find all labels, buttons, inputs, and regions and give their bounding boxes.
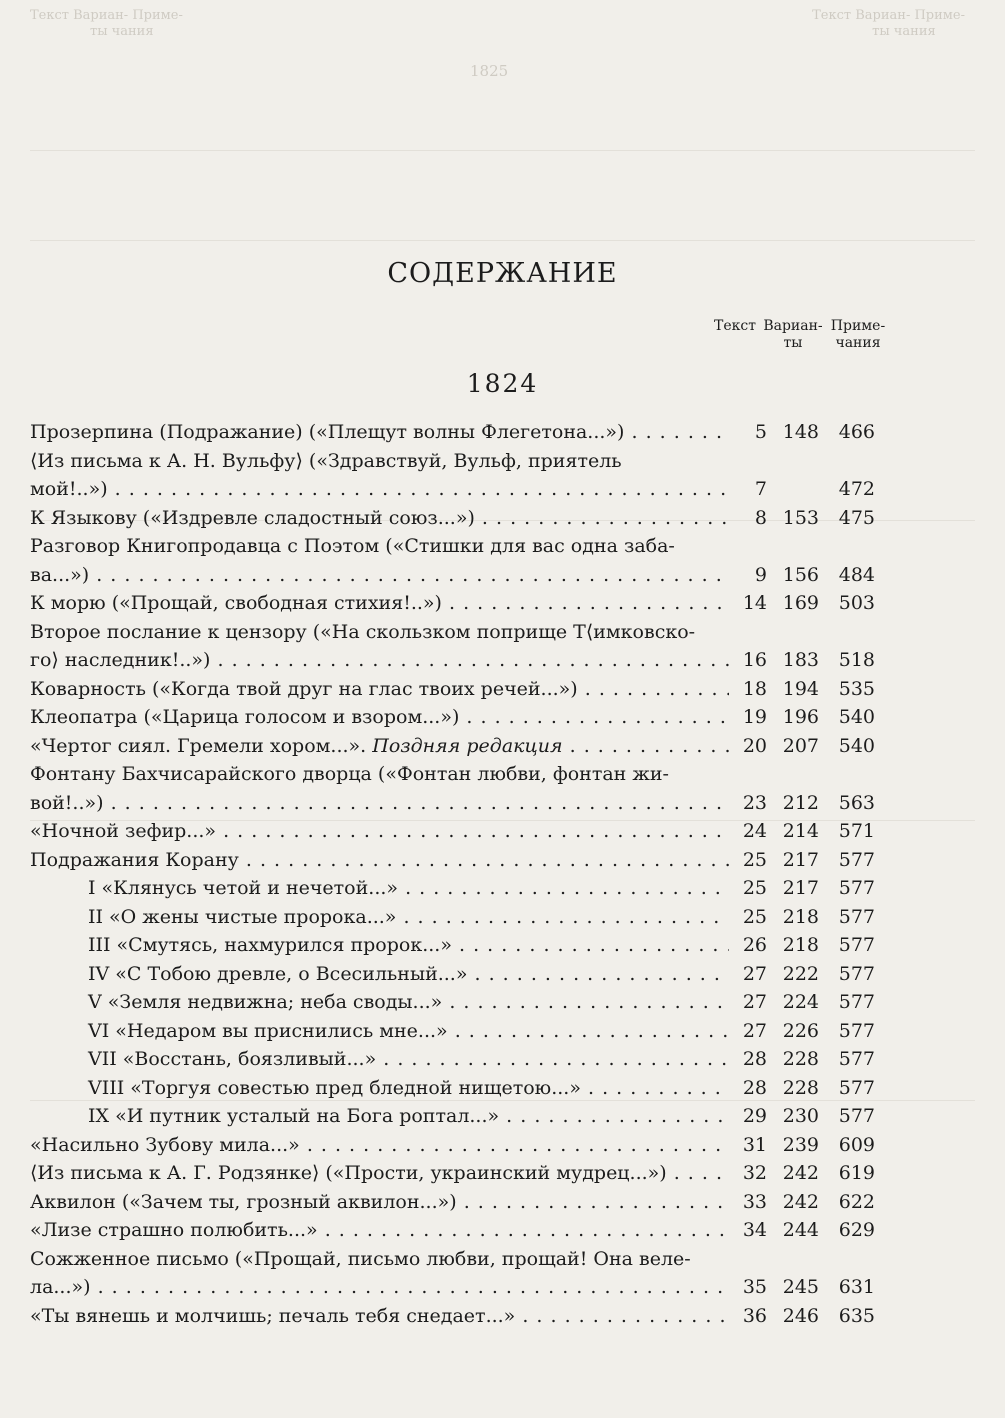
page-notes: 577 (838, 962, 875, 985)
entry-title-text: II «О жены чистые пророка...» (88, 905, 397, 928)
page-text: 26 (742, 934, 767, 956)
toc-row (30, 817, 875, 846)
page-variants: 224 (782, 991, 819, 1013)
page-variants: 169 (782, 592, 819, 614)
page-text: 16 (742, 649, 767, 671)
toc-row (30, 1216, 875, 1245)
page-text: 9 (754, 563, 767, 586)
page-variants: 153 (782, 506, 819, 529)
toc-entry (30, 1102, 875, 1131)
toc-row (30, 532, 875, 561)
toc-entry (30, 418, 875, 447)
toc-entry (30, 1188, 875, 1217)
entry-title (30, 760, 875, 789)
toc-row (30, 1188, 875, 1217)
entry-title-text: «Чертог сиял. Гремели хором...». (30, 734, 373, 757)
page-text: 36 (742, 1304, 767, 1327)
entry-title (30, 874, 729, 903)
page-text: 29 (742, 1105, 767, 1127)
page-notes: 540 (838, 734, 875, 757)
bleed-header-right (812, 8, 965, 40)
page-text: 23 (742, 791, 767, 814)
entry-title (30, 846, 729, 875)
entry-title (30, 1302, 729, 1331)
toc-entry (30, 817, 875, 846)
toc-row (30, 418, 875, 447)
entry-title (30, 1159, 729, 1188)
toc-row (30, 1045, 875, 1074)
toc-row (30, 846, 875, 875)
entry-edition-note: Поздняя редакция (372, 734, 563, 757)
toc-entry (30, 1216, 875, 1245)
toc-row (30, 1131, 875, 1160)
bleed-header-right-line: ты чания (872, 24, 936, 39)
page-text: 32 (742, 1162, 767, 1184)
bleed-header-left-line: Текст Вариан- Приме- (30, 8, 183, 23)
page-text: 14 (742, 592, 767, 614)
page-notes: 577 (838, 1105, 875, 1127)
page-text: 28 (742, 1048, 767, 1070)
bleed-header-left-line: ты чания (90, 24, 154, 39)
page-variants: 228 (782, 1048, 819, 1070)
entry-title (30, 931, 729, 960)
page-notes: 619 (838, 1162, 875, 1184)
page-text: 7 (754, 478, 767, 500)
toc-entry (30, 447, 875, 504)
entry-title (30, 1102, 729, 1131)
toc-entry (30, 504, 875, 533)
entry-title-text: «Лизе страшно полюбить...» (30, 1219, 318, 1241)
entry-title (30, 475, 729, 504)
page-notes: 577 (838, 905, 875, 928)
page-variants: 222 (782, 962, 819, 985)
toc-row (30, 646, 875, 675)
toc-entry (30, 1302, 875, 1331)
toc-row (30, 874, 875, 903)
page-text: 31 (742, 1133, 767, 1156)
entry-title-text: «Ты вянешь и молчишь; печаль тебя снедает...» (30, 1304, 516, 1327)
toc-row (30, 931, 875, 960)
page-notes: 577 (838, 1019, 875, 1042)
page-notes: 472 (838, 478, 875, 500)
toc-row (30, 1302, 875, 1331)
entry-title-text: I «Клянусь четой и нечетой...» (88, 877, 399, 899)
toc-row (30, 960, 875, 989)
page-variants: 214 (782, 820, 819, 842)
page-variants: 196 (782, 706, 819, 728)
toc-entry (30, 589, 875, 618)
page-text: 28 (742, 1076, 767, 1099)
column-header-notes (828, 318, 888, 352)
page-notes: 635 (838, 1304, 875, 1327)
page-notes: 484 (838, 563, 875, 586)
page-notes: 563 (838, 791, 875, 814)
entry-title-text: К морю («Прощай, свободная стихия!..») (30, 592, 442, 614)
page-text: 25 (742, 905, 767, 928)
entry-title-text: Прозерпина (Подражание) («Плещут волны Флегетона...») (30, 421, 625, 443)
page-text: 27 (742, 991, 767, 1013)
page-variants: 218 (782, 905, 819, 928)
toc-row (30, 988, 875, 1017)
entry-title-text: Аквилон («Зачем ты, грозный аквилон...») (30, 1190, 457, 1213)
entry-title (30, 532, 875, 561)
page-variants: 244 (782, 1219, 819, 1241)
entry-title (30, 732, 729, 761)
entry-title-text: VIII «Торгуя совестью пред бледной нищетою...» (88, 1076, 581, 1099)
page-text: 19 (742, 706, 767, 728)
page-notes: 577 (838, 877, 875, 899)
page-notes: 629 (838, 1219, 875, 1241)
entry-title (30, 903, 729, 932)
entry-title-text: го⟩ наследник!..») (30, 649, 211, 671)
entry-title (30, 1045, 729, 1074)
page-text: 34 (742, 1219, 767, 1241)
page-text: 8 (754, 506, 767, 529)
toc-row (30, 732, 875, 761)
column-header-notes-line: Приме- (830, 318, 886, 334)
entry-title-text: IV «С Тобою древле, о Всесильный...» (88, 962, 468, 985)
toc-entry (30, 1045, 875, 1074)
entry-title (30, 589, 729, 618)
toc-row (30, 1245, 875, 1274)
page-notes: 609 (838, 1133, 875, 1156)
entry-title (30, 561, 729, 590)
entry-title (30, 504, 729, 533)
page-text: 35 (742, 1276, 767, 1298)
entry-title (30, 703, 729, 732)
page-notes: 577 (838, 934, 875, 956)
entry-title-text: «Насильно Зубову мила...» (30, 1133, 300, 1156)
toc-entry (30, 1074, 875, 1103)
entry-title (30, 1188, 729, 1217)
page-notes: 577 (838, 1076, 875, 1099)
page-notes: 466 (838, 421, 875, 443)
page-notes: 577 (838, 848, 875, 871)
page-variants: 242 (782, 1162, 819, 1184)
page-notes: 518 (838, 649, 875, 671)
toc-entry (30, 732, 875, 761)
page-notes: 577 (838, 991, 875, 1013)
page-text: 5 (754, 421, 767, 443)
entry-title (30, 817, 729, 846)
page-text: 33 (742, 1190, 767, 1213)
entry-title (30, 1216, 729, 1245)
page-text: 18 (742, 677, 767, 700)
toc-row (30, 1102, 875, 1131)
toc-row (30, 561, 875, 590)
entry-title-text: Сожженное письмо («Прощай, письмо любви, прощай! Она веле- (30, 1247, 691, 1270)
page-variants: 207 (782, 734, 819, 757)
entry-title (30, 960, 729, 989)
entry-title-text: мой!..») (30, 478, 108, 500)
page-variants: 156 (782, 563, 819, 586)
toc-row (30, 703, 875, 732)
page-text: 27 (742, 1019, 767, 1042)
toc-entry (30, 874, 875, 903)
column-header-variants-line: Вариан- (763, 318, 823, 334)
column-header-text: Текст (714, 318, 756, 334)
toc-row (30, 1017, 875, 1046)
entry-title (30, 447, 875, 476)
entry-title-text: вой!..») (30, 791, 104, 814)
toc-row (30, 675, 875, 704)
bleed-header-left (30, 8, 183, 40)
page-notes: 622 (838, 1190, 875, 1213)
toc-entry (30, 1131, 875, 1160)
entry-title-text: IX «И путник усталый на Бога роптал...» (88, 1105, 500, 1127)
page-notes: 540 (838, 706, 875, 728)
toc-row (30, 789, 875, 818)
entry-title-text: III «Смутясь, нахмурился пророк...» (88, 934, 452, 956)
entry-title (30, 675, 729, 704)
page-variants: 226 (782, 1019, 819, 1042)
entry-title (30, 988, 729, 1017)
page-notes: 631 (838, 1276, 875, 1298)
entry-title (30, 789, 729, 818)
entry-title (30, 1131, 729, 1160)
page-variants: 230 (782, 1105, 819, 1127)
entry-title-text: Клеопатра («Царица голосом и взором...») (30, 706, 460, 728)
page-text: 25 (742, 877, 767, 899)
entry-title-text: Разговор Книгопродавца с Поэтом («Стишки для вас одна заба- (30, 535, 675, 557)
entry-title-text: VI «Недаром вы приснились мне...» (88, 1019, 448, 1042)
toc-entry (30, 618, 875, 675)
page-notes: 571 (838, 820, 875, 842)
page-variants: 217 (782, 877, 819, 899)
toc-row (30, 447, 875, 476)
page-variants: 148 (782, 421, 819, 443)
toc-entry (30, 675, 875, 704)
entry-title (30, 618, 875, 647)
toc-entry (30, 1245, 875, 1302)
page-notes: 577 (838, 1048, 875, 1070)
page-variants: 212 (782, 791, 819, 814)
section-year: 1824 (466, 369, 539, 398)
entry-title-text: ⟨Из письма к А. Г. Родзянке⟩ («Прости, украинский мудрец...») (30, 1162, 667, 1184)
entry-title (30, 1273, 729, 1302)
column-header-variants (758, 318, 828, 352)
column-header-notes-line: чания (835, 335, 881, 351)
entry-title (30, 646, 729, 675)
page-variants: 217 (782, 848, 819, 871)
toc-entry (30, 846, 875, 875)
toc-row (30, 618, 875, 647)
entry-title-text: ва...») (30, 563, 90, 586)
entry-title (30, 1017, 729, 1046)
toc-row (30, 1273, 875, 1302)
bleed-folio: 1825 (470, 62, 509, 80)
table-of-contents (30, 418, 875, 1330)
toc-row (30, 1159, 875, 1188)
entry-title-text: К Языкову («Издревле сладостный союз...») (30, 506, 475, 529)
entry-title-text: VII «Восстань, боязливый...» (88, 1048, 377, 1070)
page-variants: 183 (782, 649, 819, 671)
entry-title-text: ла...») (30, 1276, 91, 1298)
toc-entry (30, 703, 875, 732)
entry-title (30, 418, 729, 447)
page-notes: 503 (838, 592, 875, 614)
toc-entry (30, 988, 875, 1017)
page-variants: 228 (782, 1076, 819, 1099)
toc-entry (30, 931, 875, 960)
toc-row (30, 475, 875, 504)
toc-entry (30, 960, 875, 989)
entry-title-text: ⟨Из письма к А. Н. Вульфу⟩ («Здравствуй, Вульф, приятель (30, 449, 622, 472)
page-variants: 218 (782, 934, 819, 956)
toc-entry (30, 1159, 875, 1188)
page-text: 24 (742, 820, 767, 842)
page-variants: 239 (782, 1133, 819, 1156)
toc-row (30, 504, 875, 533)
column-header-variants-line: ты (783, 335, 803, 351)
toc-entry (30, 1017, 875, 1046)
entry-title-text: Коварность («Когда твой друг на глас твоих речей...») (30, 677, 578, 700)
page-variants: 246 (782, 1304, 819, 1327)
entry-title-text: V «Земля недвижна; неба своды...» (88, 991, 443, 1013)
bleed-line (30, 240, 975, 241)
toc-entry (30, 903, 875, 932)
toc-entry (30, 760, 875, 817)
toc-row (30, 1074, 875, 1103)
page-variants: 242 (782, 1190, 819, 1213)
page-variants: 245 (782, 1276, 819, 1298)
entry-title-text: «Ночной зефир...» (30, 820, 217, 842)
column-headers (712, 318, 888, 352)
toc-row (30, 589, 875, 618)
toc-entry (30, 532, 875, 589)
entry-title-text: Подражания Корану (30, 848, 239, 871)
page-title: СОДЕРЖАНИЕ (387, 258, 618, 289)
page-text: 20 (742, 734, 767, 757)
bleed-line (30, 150, 975, 151)
entry-title (30, 1074, 729, 1103)
page-notes: 475 (838, 506, 875, 529)
toc-row (30, 760, 875, 789)
entry-title (30, 1245, 875, 1274)
toc-row (30, 903, 875, 932)
page-text: 25 (742, 848, 767, 871)
bleed-header-right-line: Текст Вариан- Приме- (812, 8, 965, 23)
entry-title-text: Второе послание к цензору («На скользком поприще Т⟨имковско- (30, 620, 696, 643)
page-text: 27 (742, 962, 767, 985)
entry-title-text: Фонтану Бахчисарайского дворца («Фонтан любви, фонтан жи- (30, 763, 669, 785)
page-notes: 535 (838, 677, 875, 700)
page-variants: 194 (782, 677, 819, 700)
